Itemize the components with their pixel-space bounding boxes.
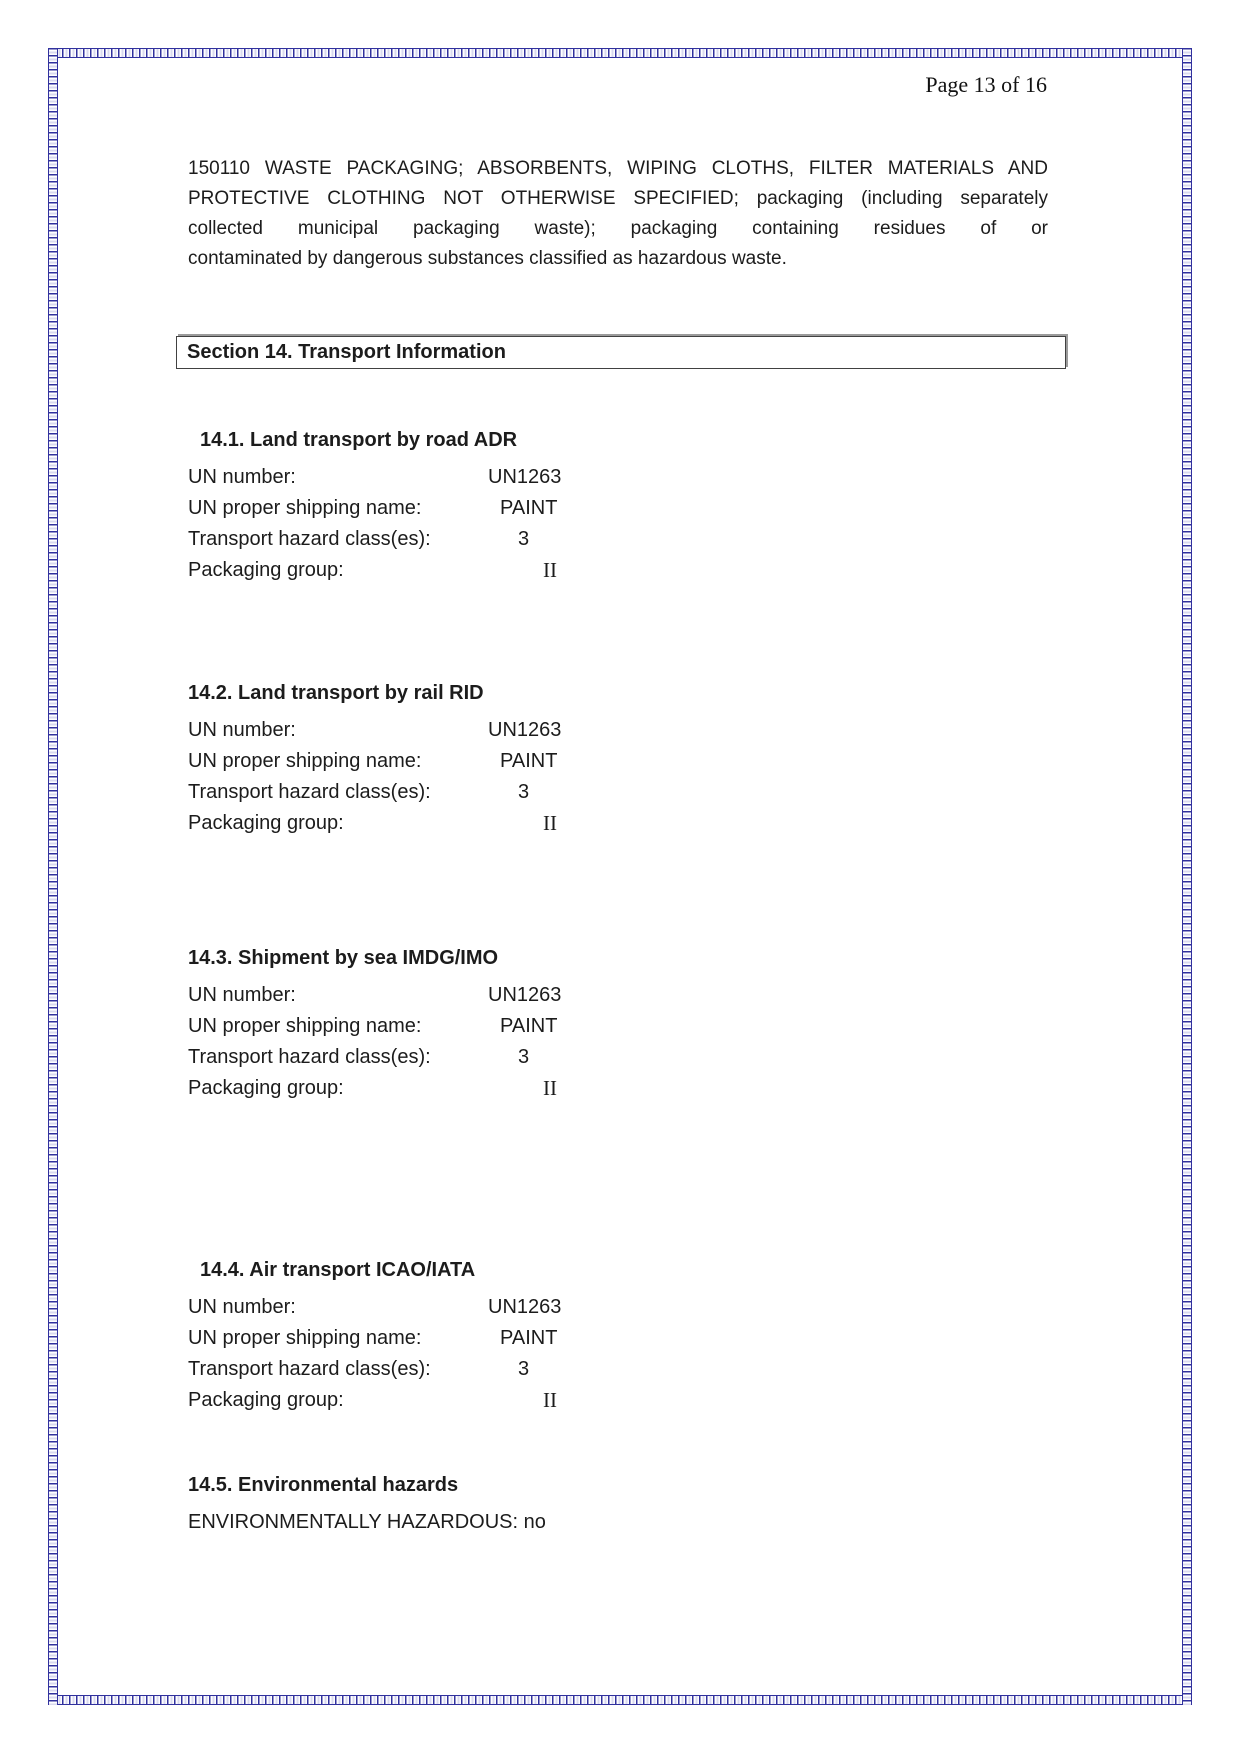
transport-row — [188, 1354, 1068, 1385]
page-border-left — [48, 48, 58, 1705]
hazard-class-value: 3 — [518, 528, 530, 550]
transport-row — [188, 808, 1068, 839]
shipping-name-value: PAINT — [500, 1015, 558, 1037]
hazard-class-value: 3 — [518, 1358, 530, 1380]
hazard-class-value: 3 — [518, 781, 530, 803]
hazard-class-label: Transport hazard class(es): — [188, 1046, 431, 1068]
un-number-value: UN1263 — [488, 1296, 562, 1318]
packaging-group-label: Packaging group: — [188, 1389, 344, 1411]
shipping-name-label: UN proper shipping name: — [188, 750, 422, 772]
shipping-name-value: PAINT — [500, 497, 558, 519]
waste-paragraph-line: contaminated by dangerous substances classified as hazardous waste. — [188, 248, 787, 269]
shipping-name-label: UN proper shipping name: — [188, 1327, 422, 1349]
waste-paragraph-line: PROTECTIVE CLOTHING NOT OTHERWISE SPECIFIED; packaging (including separately — [188, 188, 1048, 209]
transport-row — [188, 1011, 1068, 1042]
transport-row — [188, 980, 1068, 1011]
section-14-3-heading: 14.3. Shipment by sea IMDG/IMO — [188, 947, 499, 969]
waste-code-paragraph — [188, 154, 1048, 274]
hazard-class-value: 3 — [518, 1046, 530, 1068]
page-border-top — [48, 48, 1192, 58]
shipping-name-value: PAINT — [500, 1327, 558, 1349]
shipping-name-value: PAINT — [500, 750, 558, 772]
transport-row — [188, 555, 1068, 586]
un-number-label: UN number: — [188, 1296, 296, 1318]
waste-paragraph-line: collected municipal packaging waste); packaging containing residues of or — [188, 218, 1048, 239]
section-14-header — [176, 336, 1066, 369]
waste-paragraph-line: 150110 WASTE PACKAGING; ABSORBENTS, WIPING CLOTHS, FILTER MATERIALS AND — [188, 158, 1048, 179]
un-number-label: UN number: — [188, 984, 296, 1006]
packaging-group-value: II — [543, 1076, 557, 1100]
transport-row — [188, 715, 1068, 746]
un-number-value: UN1263 — [488, 466, 562, 488]
hazard-class-label: Transport hazard class(es): — [188, 528, 431, 550]
section-14-5-heading: 14.5. Environmental hazards — [188, 1474, 459, 1496]
un-number-value: UN1263 — [488, 719, 562, 741]
section-14-title: Section 14. Transport Information — [187, 341, 506, 363]
section-14-2-heading: 14.2. Land transport by rail RID — [188, 682, 484, 704]
transport-row — [188, 1385, 1068, 1416]
section-14-5-environmental-hazards — [188, 1470, 1068, 1538]
section-14-2-rail-rid — [188, 678, 1068, 839]
packaging-group-value: II — [543, 558, 557, 582]
un-number-label: UN number: — [188, 719, 296, 741]
transport-row — [188, 1292, 1068, 1323]
environmentally-hazardous-statement: ENVIRONMENTALLY HAZARDOUS: no — [188, 1511, 546, 1533]
packaging-group-label: Packaging group: — [188, 1077, 344, 1099]
shipping-name-label: UN proper shipping name: — [188, 497, 422, 519]
page-border-right — [1182, 48, 1192, 1705]
transport-row — [188, 493, 1068, 524]
page-number: Page 13 of 16 — [925, 72, 1047, 97]
hazard-class-label: Transport hazard class(es): — [188, 781, 431, 803]
section-14-4-air-icao-iata — [188, 1255, 1068, 1416]
packaging-group-value: II — [543, 1388, 557, 1412]
un-number-value: UN1263 — [488, 984, 562, 1006]
hazard-class-label: Transport hazard class(es): — [188, 1358, 431, 1380]
transport-row — [188, 746, 1068, 777]
section-14-1-heading: 14.1. Land transport by road ADR — [200, 429, 518, 451]
page-border — [48, 48, 1192, 1705]
un-number-label: UN number: — [188, 466, 296, 488]
section-14-3-sea-imdg-imo — [188, 943, 1068, 1104]
section-14-4-heading: 14.4. Air transport ICAO/IATA — [200, 1259, 476, 1281]
packaging-group-label: Packaging group: — [188, 812, 344, 834]
transport-row — [188, 1042, 1068, 1073]
transport-row — [188, 1323, 1068, 1354]
packaging-group-label: Packaging group: — [188, 559, 344, 581]
transport-row — [188, 1073, 1068, 1104]
page-border-bottom — [48, 1695, 1192, 1705]
transport-row — [188, 777, 1068, 808]
transport-row — [188, 462, 1068, 493]
packaging-group-value: II — [543, 811, 557, 835]
section-14-1-road-adr — [188, 425, 1068, 586]
shipping-name-label: UN proper shipping name: — [188, 1015, 422, 1037]
transport-row — [188, 524, 1068, 555]
